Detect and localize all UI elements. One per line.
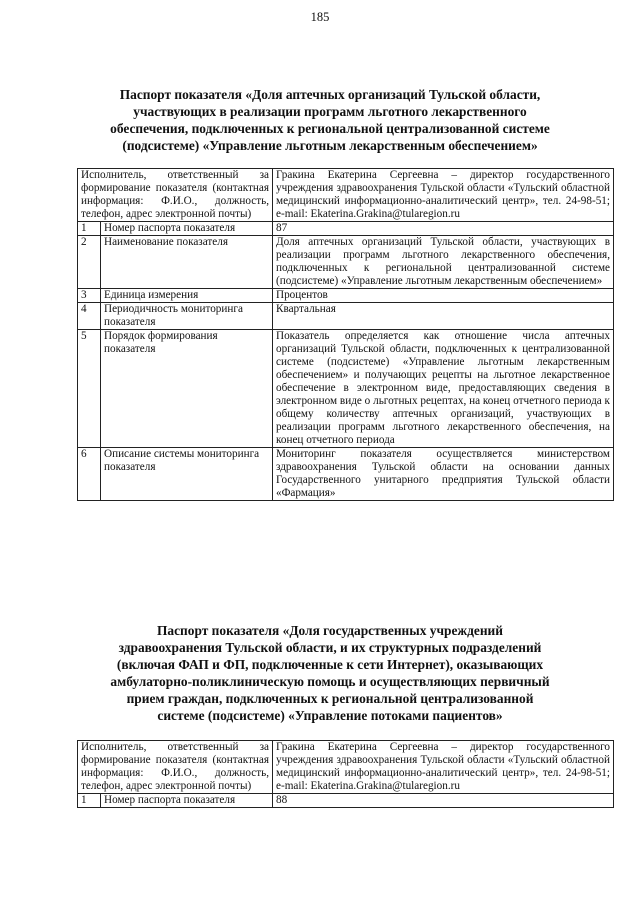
heading-line: Паспорт показателя «Доля аптечных организаций Тульской области,: [119, 87, 541, 102]
row-value: Показатель определяется как отношение числа аптечных организаций Тульской области, подключенных к централизованной системе (подсистеме) «Управление льготным лекарственным обеспечением» и получающих рецепты на льготное лекарственное обеспечение в электронном виде, предоставляющих сведения в электронном виде о льготных рецептах, на конец отчетного периода к общему количеству аптечных организаций, участвующих в реализации программ льготного лекарственного обеспечения, на конец отчетного периода: [273, 330, 614, 448]
table-row: [78, 741, 614, 794]
row-label: Единица измерения: [101, 289, 273, 303]
heading-line: здравоохранения Тульской области, и их структурных подразделений: [118, 640, 542, 655]
table-row: [78, 222, 614, 236]
table-row: [78, 289, 614, 303]
row-number: 4: [78, 303, 101, 330]
executor-label: Исполнитель, ответственный за формирование показателя (контактная информация: Ф.И.О., должность, телефон, адрес электронной почты): [78, 741, 273, 794]
row-label: Номер паспорта показателя: [101, 794, 273, 808]
executor-value: Гракина Екатерина Сергеевна – директор государственного учреждения здравоохранения Тульской области «Тульский областной медицинский информационно-аналитический центр», тел. 24-98-51; e-mail: Ekaterina.Grakina@tularegion.ru: [273, 741, 614, 794]
heading-line: обеспечения, подключенных к региональной централизованной системе: [110, 121, 550, 136]
table-row: [78, 303, 614, 330]
row-label: Описание системы мониторинга показателя: [101, 448, 273, 501]
passport-2-table: [77, 740, 614, 808]
table-row: [78, 169, 614, 222]
row-label: Порядок формирования показателя: [101, 330, 273, 448]
row-number: 6: [78, 448, 101, 501]
passport-1-table: [77, 168, 614, 501]
row-value: Мониторинг показателя осуществляется министерством здравоохранения Тульской области на основании данных Государственного унитарного предприятия Тульской области «Фармация»: [273, 448, 614, 501]
table-row: [78, 448, 614, 501]
table-row: [78, 236, 614, 289]
table-row: [78, 330, 614, 448]
heading-line: участвующих в реализации программ льготного лекарственного: [133, 104, 527, 119]
row-number: 5: [78, 330, 101, 448]
row-value: Квартальная: [273, 303, 614, 330]
table-row: [78, 794, 614, 808]
page-number: 185: [310, 10, 330, 24]
heading-line: Паспорт показателя «Доля государственных учреждений: [157, 623, 503, 638]
row-number: 1: [78, 222, 101, 236]
heading-line: системе (подсистеме) «Управление потоками пациентов»: [157, 708, 503, 723]
row-number: 2: [78, 236, 101, 289]
executor-label: Исполнитель, ответственный за формирование показателя (контактная информация: Ф.И.О., должность, телефон, адрес электронной почты): [78, 169, 273, 222]
heading-line: прием граждан, подключенных к региональной централизованной: [126, 691, 534, 706]
row-value: 87: [273, 222, 614, 236]
heading-line: (включая ФАП и ФП, подключенные к сети Интернет), оказывающих: [116, 657, 544, 672]
executor-value: Гракина Екатерина Сергеевна – директор государственного учреждения здравоохранения Тульской области «Тульский областной медицинский информационно-аналитический центр», тел. 24-98-51; e-mail: Ekaterina.Grakina@tularegion.ru: [273, 169, 614, 222]
passport-2-heading: [60, 622, 600, 724]
row-label: Периодичность мониторинга показателя: [101, 303, 273, 330]
row-value: Доля аптечных организаций Тульской области, участвующих в реализации программ льготного лекарственного обеспечения, подключенных к региональной централизованной системе (подсистеме) «Управление льготным лекарственным обеспечением»: [273, 236, 614, 289]
heading-line: амбулаторно-поликлиническую помощь и осуществляющих первичный: [110, 674, 550, 689]
heading-line: (подсистеме) «Управление льготным лекарственным обеспечением»: [122, 138, 538, 153]
passport-1-heading: [60, 86, 600, 154]
row-number: 3: [78, 289, 101, 303]
row-value: 88: [273, 794, 614, 808]
row-value: Процентов: [273, 289, 614, 303]
row-label: Наименование показателя: [101, 236, 273, 289]
row-label: Номер паспорта показателя: [101, 222, 273, 236]
row-number: 1: [78, 794, 101, 808]
